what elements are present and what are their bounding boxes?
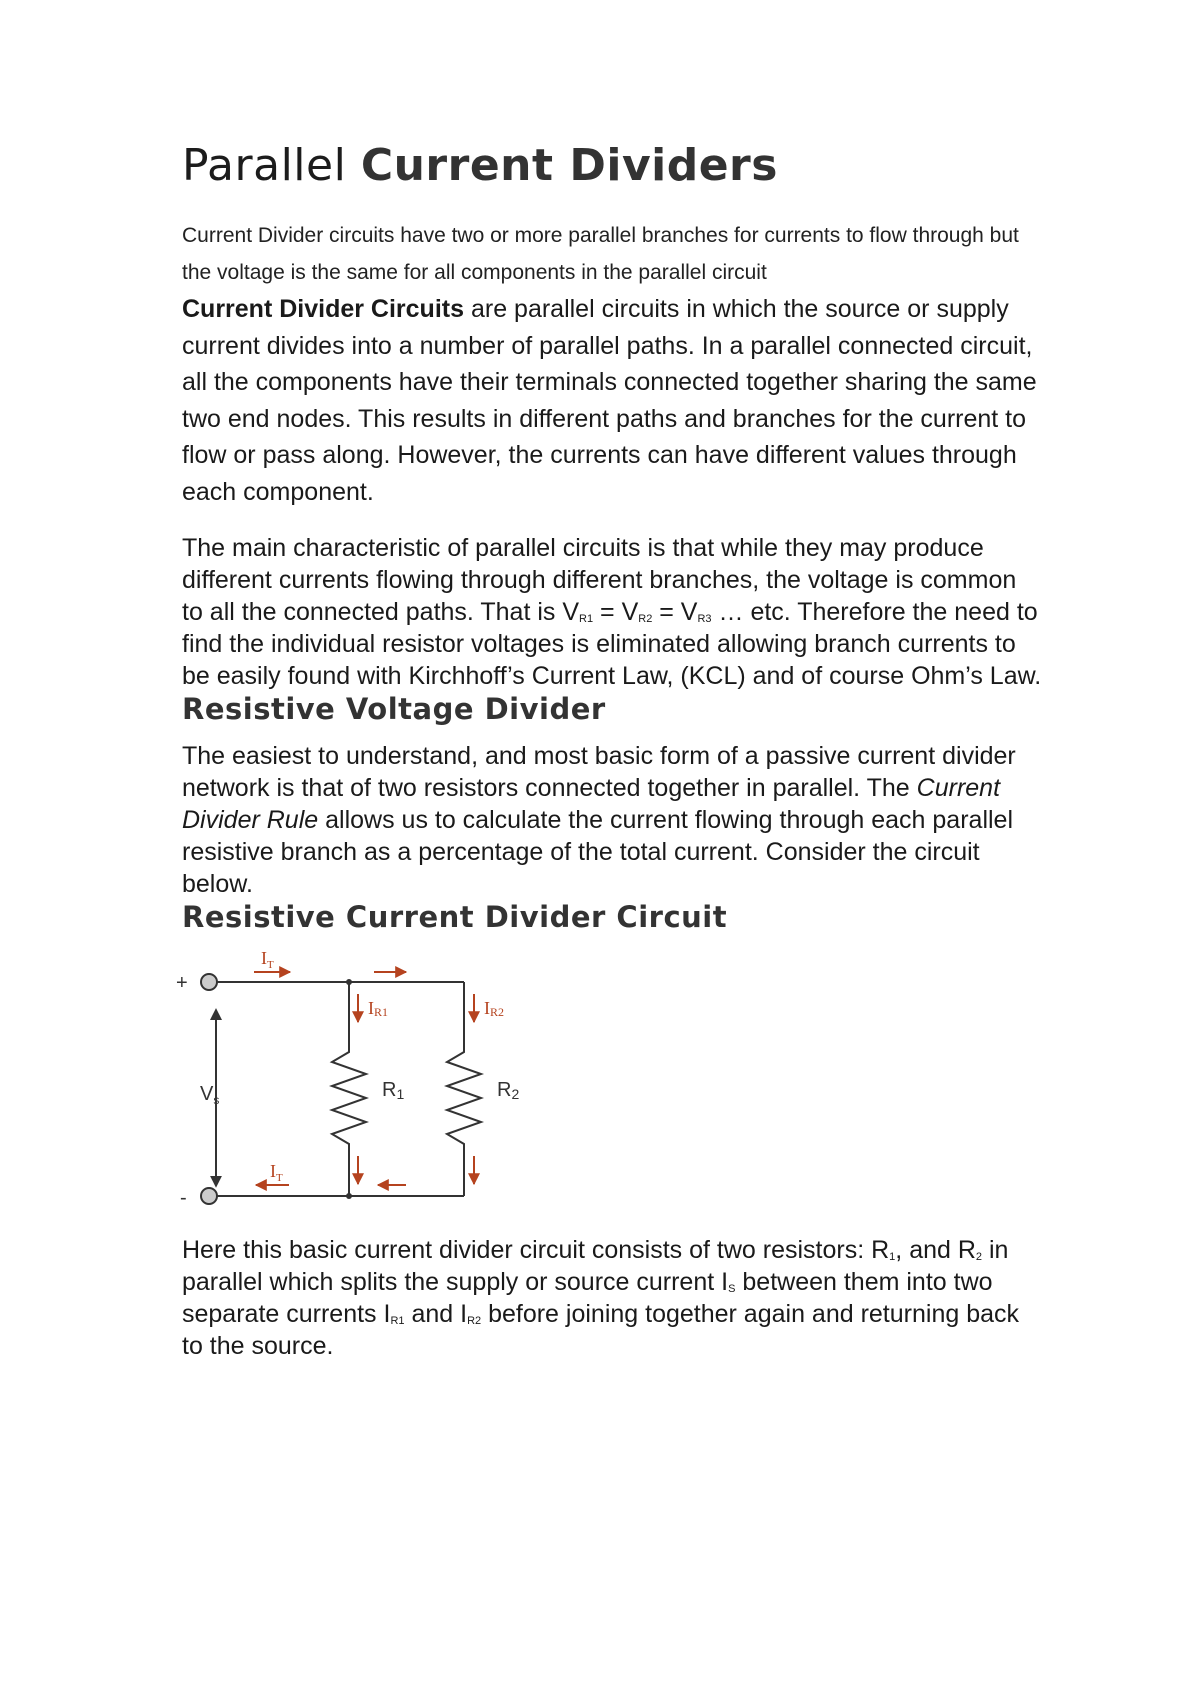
p1-text-d: … etc. Therefore the need to find the individual resistor voltages is eliminated allowing branch currents to be easily found with Kirchhoff’s Current Law, (KCL) and of course Ohm’s Law. xyxy=(182,598,1042,690)
p3-text-b: , and R xyxy=(895,1236,976,1264)
plus-label: + xyxy=(176,972,188,994)
p3-text-c: in parallel which splits the supply or source current I xyxy=(182,1236,1009,1296)
bottom-node-dot xyxy=(346,1193,352,1199)
p1-sub-r1: R1 xyxy=(579,613,594,625)
resistor-r2-symbol xyxy=(447,1039,481,1196)
p3-text-e: and I xyxy=(404,1300,468,1328)
p1-text-b: = V xyxy=(593,598,639,626)
ir2-label: IR2 xyxy=(484,998,505,1019)
p3-sub-r1: R1 xyxy=(390,1315,405,1327)
p3-text-d: between them into two separate currents I xyxy=(182,1268,993,1328)
p3-text-a: Here this basic current divider circuit consists of two resistors: R xyxy=(182,1236,890,1264)
p1-sub-r3: R3 xyxy=(697,613,712,625)
heading-current-divider-circuit: Resistive Current Divider Circuit xyxy=(182,900,728,934)
lead-paragraph xyxy=(182,291,1042,510)
title-bold: Current Dividers xyxy=(360,140,778,191)
lead-bold-term: Current Divider Circuits xyxy=(182,295,465,323)
title-normal: Parallel xyxy=(182,140,361,191)
positive-terminal xyxy=(201,974,217,990)
minus-label: - xyxy=(180,1187,187,1209)
intro-text: Current Divider circuits have two or more parallel branches for currents to flow through but the voltage is the same for all components in the parallel circuit xyxy=(182,224,1019,284)
p2-text-a: The easiest to understand, and most basic form of a passive current divider network is that of two resistors connected together in parallel. The xyxy=(182,742,1016,802)
paragraph-characteristics xyxy=(182,532,1042,692)
p1-text-c: = V xyxy=(652,598,698,626)
page-title xyxy=(182,140,1042,191)
p1-sub-r2: R2 xyxy=(638,613,653,625)
paragraph-circuit-description xyxy=(182,1234,1042,1362)
p3-sub-s: S xyxy=(728,1283,736,1295)
negative-terminal xyxy=(201,1188,217,1204)
it-top-label: $I_T$ xyxy=(261,948,274,971)
p3-sub-r2: R2 xyxy=(467,1315,482,1327)
heading-voltage-divider: Resistive Voltage Divider xyxy=(182,692,606,726)
vs-label: $V_s$ xyxy=(200,1083,220,1107)
ir1-label: IR1 xyxy=(368,998,389,1019)
p3-sub-2: 2 xyxy=(975,1251,983,1263)
it-bottom-label: $I_T$ xyxy=(270,1161,283,1184)
resistor-r1-symbol xyxy=(332,1039,366,1196)
r2-label: R2 xyxy=(497,1079,520,1102)
document-page xyxy=(176,140,1042,1362)
p2-italic-rule: Current Divider Rule xyxy=(182,774,1001,834)
p3-text-f: before joining together again and returning back to the source. xyxy=(182,1300,1020,1360)
lead-text: are parallel circuits in which the source or supply current divides into a number of parallel paths. In a parallel connected circuit, all the components have their terminals connected together sharing the same two end nodes. This results in different paths and branches for the current to flow or pass along. However, the currents can have different values through each component. xyxy=(182,295,1037,506)
top-node-dot xyxy=(346,979,352,985)
current-divider-circuit-diagram xyxy=(174,944,534,1234)
p3-sub-1: 1 xyxy=(889,1251,896,1263)
p2-text-b: allows us to calculate the current flowing through each parallel resistive branch as a percentage of the total current. Consider the circuit below. xyxy=(182,806,1014,898)
p1-text-a: The main characteristic of parallel circuits is that while they may produce different currents flowing through different branches, the voltage is common to all the connected paths. That is V xyxy=(182,534,1017,626)
paragraph-voltage-divider xyxy=(182,740,1042,900)
r1-label: R1 xyxy=(382,1079,405,1102)
